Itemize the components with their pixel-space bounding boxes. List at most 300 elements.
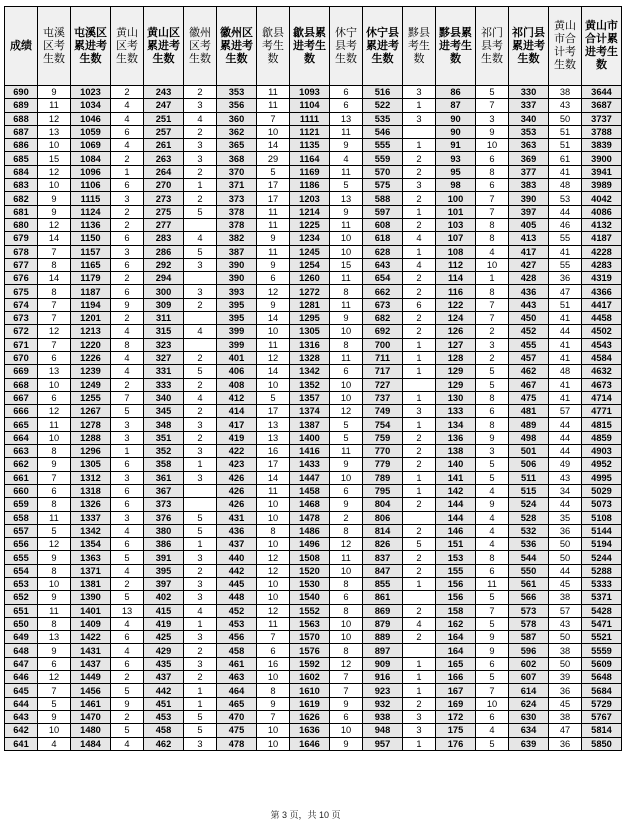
table-cell: 5194: [582, 538, 622, 551]
table-cell: 134: [436, 418, 476, 431]
table-cell: 129: [436, 378, 476, 391]
column-header: 成绩: [5, 7, 38, 86]
table-cell: 353: [509, 125, 549, 138]
table-cell: 44: [549, 564, 582, 577]
table-cell: 3: [111, 245, 144, 258]
table-cell: 1458: [290, 484, 330, 497]
table-cell: 5244: [582, 551, 622, 564]
table-cell: 4: [476, 724, 509, 737]
table-cell: 39: [549, 671, 582, 684]
score-cell: 654: [5, 564, 38, 577]
table-cell: 29: [257, 152, 290, 165]
table-cell: 14: [257, 139, 290, 152]
table-cell: 4283: [582, 258, 622, 271]
table-cell: 7: [38, 471, 71, 484]
table-cell: 395: [144, 564, 184, 577]
table-cell: 107: [436, 232, 476, 245]
table-cell: 1456: [71, 684, 111, 697]
table-cell: 5428: [582, 604, 622, 617]
table-cell: 2: [330, 511, 363, 524]
table-cell: 4: [111, 351, 144, 364]
table-cell: 1305: [71, 458, 111, 471]
table-cell: 166: [436, 671, 476, 684]
table-cell: 1: [111, 165, 144, 178]
table-cell: 5767: [582, 710, 622, 723]
table-cell: 559: [363, 152, 403, 165]
table-cell: 3: [184, 258, 217, 271]
table-cell: 15: [38, 152, 71, 165]
table-cell: 5850: [582, 737, 622, 750]
table-cell: 1449: [71, 671, 111, 684]
table-cell: 12: [38, 538, 71, 551]
table-cell: 10: [38, 577, 71, 590]
table-cell: 1096: [71, 165, 111, 178]
table-cell: 41: [549, 351, 582, 364]
table-cell: 7: [38, 312, 71, 325]
table-cell: 41: [549, 391, 582, 404]
table-cell: 608: [363, 218, 403, 231]
table-cell: 5729: [582, 697, 622, 710]
table-cell: 1342: [71, 524, 111, 537]
table-cell: 1225: [290, 218, 330, 231]
table-cell: 7: [38, 338, 71, 351]
table-cell: 737: [363, 391, 403, 404]
table-cell: 5: [184, 245, 217, 258]
table-row: [5, 192, 622, 205]
table-cell: 12: [330, 538, 363, 551]
table-row: [5, 684, 622, 697]
table-cell: 5: [38, 524, 71, 537]
table-cell: 12: [38, 325, 71, 338]
table-cell: 10: [330, 391, 363, 404]
table-cell: 1422: [71, 631, 111, 644]
table-cell: 5: [111, 591, 144, 604]
table-cell: 371: [217, 179, 257, 192]
table-cell: 6: [111, 538, 144, 551]
table-cell: 47: [549, 285, 582, 298]
table-cell: 426: [217, 471, 257, 484]
table-cell: 362: [217, 125, 257, 138]
table-cell: 5: [184, 710, 217, 723]
table-cell: 12: [257, 604, 290, 617]
table-cell: 264: [144, 165, 184, 178]
score-cell: 683: [5, 179, 38, 192]
table-cell: 419: [217, 431, 257, 444]
table-cell: 5684: [582, 684, 622, 697]
table-cell: 370: [217, 165, 257, 178]
table-row: [5, 245, 622, 258]
table-cell: 566: [509, 591, 549, 604]
table-cell: 1135: [290, 139, 330, 152]
table-row: [5, 325, 622, 338]
table-cell: 1: [403, 418, 436, 431]
table-cell: 1468: [290, 498, 330, 511]
score-cell: 661: [5, 471, 38, 484]
table-cell: 112: [436, 258, 476, 271]
table-cell: 6: [111, 232, 144, 245]
table-cell: 630: [509, 710, 549, 723]
table-cell: 13: [257, 431, 290, 444]
table-cell: 340: [509, 112, 549, 125]
table-cell: 4: [184, 232, 217, 245]
table-cell: 9: [476, 644, 509, 657]
table-cell: 311: [144, 312, 184, 325]
table-cell: 10: [257, 378, 290, 391]
table-cell: 41: [549, 245, 582, 258]
table-row: [5, 644, 622, 657]
table-cell: 8: [330, 644, 363, 657]
table-cell: 3: [184, 551, 217, 564]
table-row: [5, 631, 622, 644]
table-cell: 528: [509, 511, 549, 524]
table-cell: 4: [111, 617, 144, 630]
table-cell: 2: [184, 86, 217, 99]
table-cell: 506: [509, 458, 549, 471]
score-cell: 687: [5, 125, 38, 138]
table-cell: 2: [403, 152, 436, 165]
table-cell: 10: [476, 697, 509, 710]
table-cell: 44: [549, 325, 582, 338]
table-cell: 4: [184, 325, 217, 338]
table-cell: 9: [330, 498, 363, 511]
table-cell: 6: [476, 405, 509, 418]
column-header: 黟县累进考生数: [436, 7, 476, 86]
table-cell: 461: [217, 657, 257, 670]
table-cell: 516: [363, 86, 403, 99]
table-row: [5, 511, 622, 524]
table-cell: 51: [549, 298, 582, 311]
table-cell: 2: [184, 378, 217, 391]
table-cell: 3: [184, 471, 217, 484]
table-cell: 11: [257, 86, 290, 99]
table-cell: 247: [144, 99, 184, 112]
table-cell: [403, 511, 436, 524]
score-cell: 656: [5, 538, 38, 551]
table-cell: 437: [144, 671, 184, 684]
table-cell: 1563: [290, 617, 330, 630]
column-header: 休宁县考生数: [330, 7, 363, 86]
table-row: [5, 391, 622, 404]
table-cell: 462: [144, 737, 184, 750]
table-cell: 2: [184, 431, 217, 444]
page-footer: 第 3 页，共 10 页: [270, 810, 341, 820]
table-cell: 8: [330, 285, 363, 298]
table-cell: 4132: [582, 218, 622, 231]
table-cell: 1111: [290, 112, 330, 125]
table-cell: 2: [403, 272, 436, 285]
table-cell: 957: [363, 737, 403, 750]
table-cell: 1: [403, 391, 436, 404]
table-cell: 1272: [290, 285, 330, 298]
table-cell: 1484: [71, 737, 111, 750]
score-cell: 647: [5, 657, 38, 670]
table-cell: 634: [509, 724, 549, 737]
table-cell: 9: [330, 737, 363, 750]
table-cell: 923: [363, 684, 403, 697]
column-header: 徽州区累进考生数: [217, 7, 257, 86]
table-cell: 2: [184, 192, 217, 205]
score-cell: 673: [5, 312, 38, 325]
table-cell: 429: [144, 644, 184, 657]
table-cell: 437: [217, 538, 257, 551]
table-cell: 1150: [71, 232, 111, 245]
table-cell: 292: [144, 258, 184, 271]
table-cell: 9: [257, 298, 290, 311]
table-cell: 596: [509, 644, 549, 657]
table-row: [5, 697, 622, 710]
table-cell: 1374: [290, 405, 330, 418]
score-cell: 658: [5, 511, 38, 524]
table-cell: 164: [436, 631, 476, 644]
table-cell: 4086: [582, 205, 622, 218]
table-cell: 43: [549, 617, 582, 630]
table-cell: 4228: [582, 245, 622, 258]
table-cell: 1: [184, 684, 217, 697]
table-cell: 122: [436, 298, 476, 311]
table-cell: 1305: [290, 325, 330, 338]
table-cell: 897: [363, 644, 403, 657]
table-cell: 1084: [71, 152, 111, 165]
table-cell: 100: [436, 192, 476, 205]
table-cell: 1: [184, 697, 217, 710]
table-cell: 51: [549, 139, 582, 152]
table-cell: 44: [549, 418, 582, 431]
table-cell: 1478: [290, 511, 330, 524]
table-cell: 1486: [290, 524, 330, 537]
table-cell: 368: [217, 152, 257, 165]
table-cell: 4: [184, 112, 217, 125]
table-cell: 43: [549, 99, 582, 112]
table-cell: 38: [549, 644, 582, 657]
table-cell: 369: [509, 152, 549, 165]
table-cell: 44: [549, 445, 582, 458]
table-cell: 10: [330, 724, 363, 737]
score-cell: 652: [5, 591, 38, 604]
table-cell: 6: [330, 710, 363, 723]
table-cell: 465: [217, 697, 257, 710]
column-header: 祁门县考生数: [476, 7, 509, 86]
table-cell: 8: [38, 285, 71, 298]
table-cell: 5288: [582, 564, 622, 577]
table-cell: 363: [509, 139, 549, 152]
table-cell: 909: [363, 657, 403, 670]
table-cell: 10: [38, 431, 71, 444]
table-cell: 1203: [290, 192, 330, 205]
table-cell: 1254: [290, 258, 330, 271]
table-cell: 144: [436, 498, 476, 511]
table-cell: 4632: [582, 365, 622, 378]
table-cell: 426: [217, 484, 257, 497]
table-cell: 10: [38, 378, 71, 391]
score-cell: 678: [5, 245, 38, 258]
table-cell: 1437: [71, 657, 111, 670]
table-cell: 5471: [582, 617, 622, 630]
table-cell: 51: [549, 125, 582, 138]
table-cell: 1115: [71, 192, 111, 205]
score-cell: 648: [5, 644, 38, 657]
table-cell: 15: [330, 258, 363, 271]
table-cell: 879: [363, 617, 403, 630]
table-cell: 4: [38, 737, 71, 750]
table-cell: 14: [38, 272, 71, 285]
table-cell: 6: [476, 152, 509, 165]
table-row: [5, 657, 622, 670]
table-cell: 9: [476, 498, 509, 511]
table-cell: 373: [144, 498, 184, 511]
table-cell: 9: [38, 86, 71, 99]
table-cell: 61: [549, 152, 582, 165]
table-cell: 126: [436, 325, 476, 338]
table-cell: 9: [330, 139, 363, 152]
table-cell: 2: [476, 325, 509, 338]
table-cell: 607: [509, 671, 549, 684]
table-cell: 162: [436, 617, 476, 630]
table-cell: 1260: [290, 272, 330, 285]
table-cell: 869: [363, 604, 403, 617]
table-cell: 270: [144, 179, 184, 192]
table-cell: 6: [257, 272, 290, 285]
table-row: [5, 351, 622, 364]
table-row: [5, 378, 622, 391]
table-cell: 1: [403, 139, 436, 152]
table-cell: 9: [330, 458, 363, 471]
table-cell: 8: [38, 258, 71, 271]
table-cell: 144: [436, 511, 476, 524]
table-cell: 427: [509, 258, 549, 271]
table-cell: 17: [257, 405, 290, 418]
score-cell: 686: [5, 139, 38, 152]
table-cell: 532: [509, 524, 549, 537]
table-cell: 1316: [290, 338, 330, 351]
table-cell: 11: [38, 99, 71, 112]
table-cell: 45: [549, 697, 582, 710]
table-cell: 5371: [582, 591, 622, 604]
table-cell: 422: [217, 445, 257, 458]
table-cell: 4: [403, 232, 436, 245]
table-cell: 3: [184, 591, 217, 604]
table-cell: 6: [38, 484, 71, 497]
table-cell: 1496: [290, 538, 330, 551]
table-cell: 11: [330, 218, 363, 231]
table-cell: 1610: [290, 684, 330, 697]
score-cell: 663: [5, 445, 38, 458]
table-cell: 5: [111, 724, 144, 737]
table-cell: 90: [436, 125, 476, 138]
table-cell: 14: [257, 471, 290, 484]
table-cell: 5: [184, 365, 217, 378]
table-cell: 12: [257, 564, 290, 577]
table-cell: 399: [217, 325, 257, 338]
table-row: [5, 617, 622, 630]
score-cell: 657: [5, 524, 38, 537]
table-row: [5, 86, 622, 99]
table-cell: 1470: [71, 710, 111, 723]
table-cell: 5: [476, 737, 509, 750]
table-cell: 323: [144, 338, 184, 351]
table-cell: 7: [257, 112, 290, 125]
table-cell: 597: [363, 205, 403, 218]
table-cell: [184, 338, 217, 351]
table-cell: 8: [476, 232, 509, 245]
table-cell: 4543: [582, 338, 622, 351]
table-cell: 116: [436, 285, 476, 298]
table-cell: 98: [436, 179, 476, 192]
table-cell: 3: [184, 152, 217, 165]
table-cell: 3687: [582, 99, 622, 112]
table-cell: 511: [509, 471, 549, 484]
table-cell: 5521: [582, 631, 622, 644]
table-cell: 1342: [290, 365, 330, 378]
table-cell: 5: [403, 538, 436, 551]
table-cell: 8: [38, 564, 71, 577]
table-cell: 1121: [290, 125, 330, 138]
table-cell: 3: [184, 139, 217, 152]
table-cell: [403, 378, 436, 391]
table-cell: [184, 218, 217, 231]
table-row: [5, 165, 622, 178]
table-cell: 5: [184, 524, 217, 537]
table-cell: 38: [549, 591, 582, 604]
table-cell: 142: [436, 484, 476, 497]
table-cell: 156: [436, 591, 476, 604]
table-cell: 475: [509, 391, 549, 404]
table-cell: 8: [330, 604, 363, 617]
table-cell: 11: [330, 125, 363, 138]
table-cell: 133: [436, 405, 476, 418]
table-cell: 8: [476, 218, 509, 231]
table-cell: 5: [476, 458, 509, 471]
table-cell: 378: [217, 205, 257, 218]
table-cell: 9: [38, 192, 71, 205]
table-cell: 3: [184, 737, 217, 750]
table-cell: 4: [111, 112, 144, 125]
table-cell: 536: [509, 538, 549, 551]
table-cell: 1576: [290, 644, 330, 657]
table-cell: 8: [330, 338, 363, 351]
score-cell: 668: [5, 378, 38, 391]
table-cell: 11: [330, 272, 363, 285]
table-cell: 5559: [582, 644, 622, 657]
table-cell: 309: [144, 298, 184, 311]
table-cell: 4187: [582, 232, 622, 245]
table-cell: 1104: [290, 99, 330, 112]
table-cell: 428: [509, 272, 549, 285]
table-cell: 86: [436, 86, 476, 99]
table-cell: 6: [257, 644, 290, 657]
table-cell: 12: [257, 551, 290, 564]
table-cell: 9: [330, 697, 363, 710]
column-header: 徽州区考生数: [184, 7, 217, 86]
table-cell: 3941: [582, 165, 622, 178]
table-cell: 2: [184, 405, 217, 418]
table-cell: 1: [403, 99, 436, 112]
table-cell: 1: [403, 684, 436, 697]
table-cell: 711: [363, 351, 403, 364]
table-cell: 948: [363, 724, 403, 737]
table-cell: 169: [436, 697, 476, 710]
score-cell: 677: [5, 258, 38, 271]
table-cell: 5029: [582, 484, 622, 497]
table-cell: 425: [144, 631, 184, 644]
table-cell: 10: [257, 724, 290, 737]
table-cell: 10: [257, 671, 290, 684]
table-cell: 8: [38, 617, 71, 630]
table-cell: 300: [144, 285, 184, 298]
table-cell: 373: [217, 192, 257, 205]
table-cell: 2: [403, 524, 436, 537]
score-cell: 645: [5, 684, 38, 697]
table-cell: 1069: [71, 139, 111, 152]
